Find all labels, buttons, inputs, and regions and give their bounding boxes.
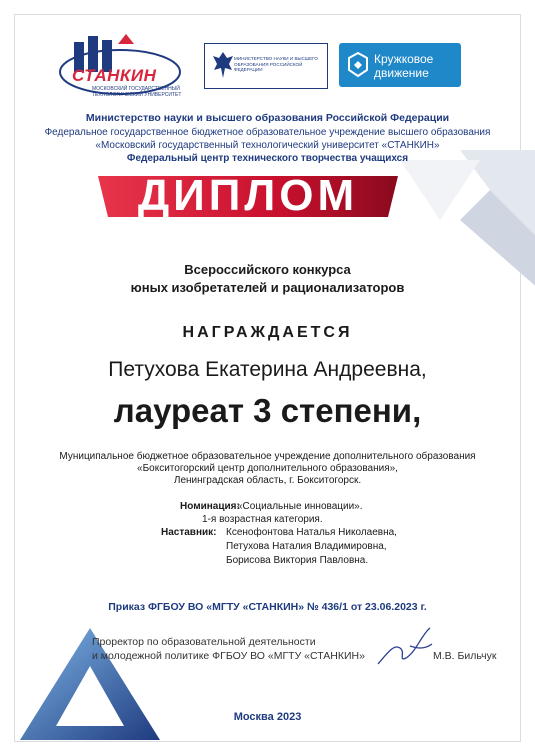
university-type: Федеральное государственное бюджетное образовательное учреждение высшего образования [44,127,491,138]
kruzhkovoe-mark-icon [347,52,369,78]
mentor-name: Петухова Наталия Владимировна, [226,541,387,552]
mentor-name: Ксенофонтова Наталья Николаевна, [226,527,397,538]
city-year: Москва 2023 [233,711,302,723]
stankin-wordmark: СТАНКИН [72,66,157,85]
stankin-subtitle: МОСКОВСКИЙ ГОСУДАРСТВЕННЫЙ ТЕХНОЛОГИЧЕСКИЙ УНИВЕРСИТЕТ [92,86,182,98]
award-degree: лауреат 3 степени, [113,392,422,429]
institution-line-1: Муниципальное бюджетное образовательное учреждение дополнительного образования [59,451,476,462]
university-name: «Московский государственный технологический университет «СТАНКИН» [95,140,440,151]
center-name: Федеральный центр технического творчества учащихся [126,153,409,164]
order-reference: Приказ ФГБОУ ВО «МГТУ «СТАНКИН» № 436/1 от 23.06.2023 г. [108,601,427,613]
nomination-label: Номинация: [180,501,240,512]
contest-line-2: юных изобретателей и рационализаторов [130,280,405,295]
institution-line-2: «Бокситогорский центр дополнительного образования», [137,463,398,474]
handwritten-signature [370,622,440,672]
mentor-name: Борисова Виктория Павловна. [226,555,369,566]
kruzhkovoe-logo-text: Кружковое движение [374,52,434,80]
mentor-label: Наставник: [161,527,217,538]
signer-position-2: и молодежной политике ФГБОУ ВО «МГТУ «СТАНКИН» [92,650,365,662]
diploma-title: ДИПЛОМ [137,171,359,220]
eagle-emblem-icon [212,50,234,80]
awarded-label: НАГРАЖДАЕТСЯ [182,324,353,341]
ministry-name: Министерство науки и высшего образования Российской Федерации [85,112,450,124]
signer-position-1: Проректор по образовательной деятельности [92,636,316,648]
signer-name: М.В. Бильчук [433,650,497,662]
nomination-value: «Социальные инновации». [237,501,363,512]
age-category: 1-я возрастная категория. [202,514,323,525]
institution-line-3: Ленинградская область, г. Бокситогорск. [173,475,362,486]
ministry-logo-text: МИНИСТЕРСТВО НАУКИ И ВЫСШЕГО ОБРАЗОВАНИЯ РОССИЙСКОЙ ФЕДЕРАЦИИ [234,56,318,72]
contest-line-1: Всероссийского конкурса [184,262,351,277]
recipient-name: Петухова Екатерина Андреевна, [108,358,427,381]
